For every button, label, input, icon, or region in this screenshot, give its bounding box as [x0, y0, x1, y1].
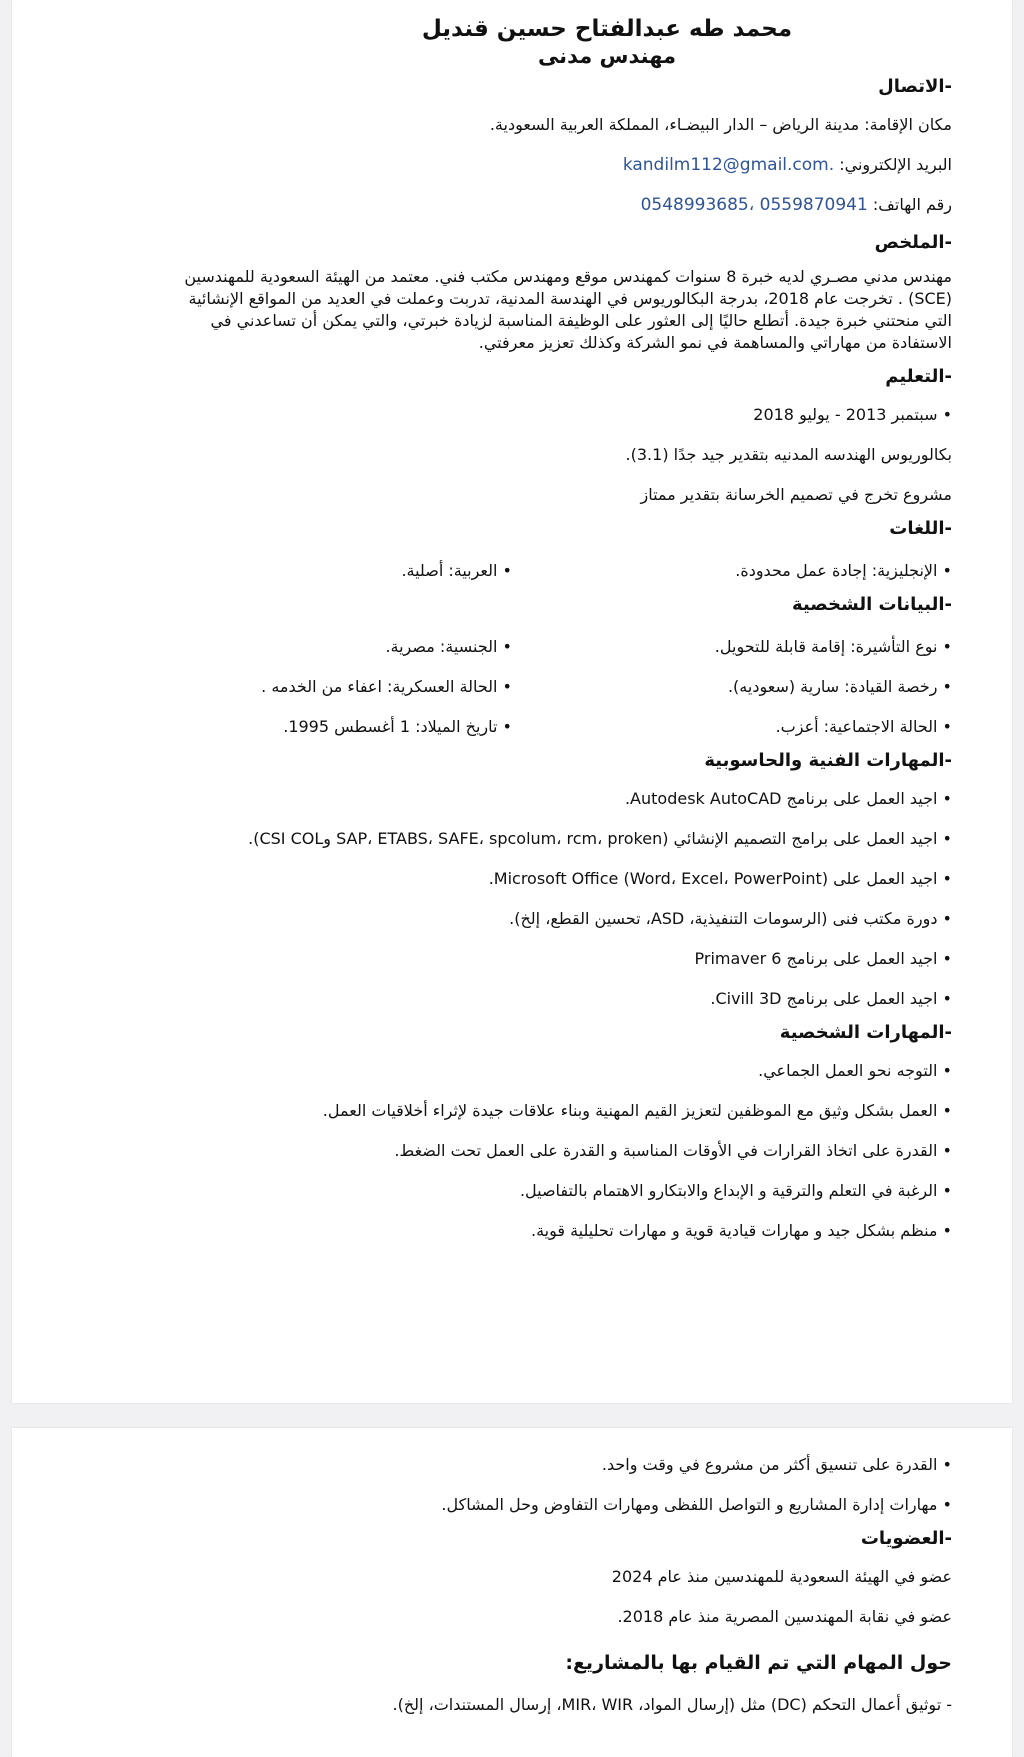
job-title: مهندس مدنى [537, 44, 677, 68]
page-2-content [72, 1454, 952, 1716]
education-degree: بكالوريوس الهندسه المدنيه بتقدير جيد جدًا (3.1). [625, 445, 952, 464]
tech-skill-item: • دورة مكتب فنى (الرسومات التنفيذية، ASD، تحسين القطع، إلخ). [72, 908, 952, 930]
summary-line: التي منحتني خبرة جيدة. أتطلع حاليًا إلى العثور على الوظيفة المناسبة لزيادة خبرتي، والتي يمكن أن تساعدني في [210, 311, 952, 330]
tasks-heading: حول المهام التي تم القيام بها بالمشاريع: [565, 1652, 952, 1674]
email-link[interactable]: kandilm112@gmail.com. [622, 155, 835, 175]
soft-skill-item: • الرغبة في التعلم والترقية و الإبداع والابتكارو الاهتمام بالتفاصيل. [72, 1180, 952, 1202]
phone-line [72, 194, 952, 216]
tech-skill-item: • اجيد العمل على برنامج Primaver 6 [72, 948, 952, 970]
personal-item: • الحالة الاجتماعية: أعزب. [512, 716, 952, 738]
membership-item: عضو في نقابة المهندسين المصرية منذ عام 2018. [617, 1607, 952, 1626]
membership-item: عضو في الهيئة السعودية للمهندسين منذ عام 2024 [611, 1567, 952, 1586]
summary-line: (SCE) . تخرجت عام 2018، بدرجة البكالوريوس في الهندسة المدنية، تدربت وعملت في العديد من المواقع الإنشائية [188, 289, 952, 308]
personal-item: • تاريخ الميلاد: 1 أغسطس 1995. [72, 716, 512, 738]
task-item: - توثيق أعمال التحكم (DC) مثل (إرسال المواد، MIR، WIR، إرسال المستندات، إلخ). [392, 1695, 952, 1714]
personal-item: • رخصة القيادة: سارية (سعوديه). [512, 676, 952, 698]
tech-skill-item: • اجيد العمل على برامج التصميم الإنشائي (SAP، ETABS، SAFE، spcolum، rcm، proken وCSI COL). [72, 828, 952, 850]
languages-heading: -اللغات [889, 518, 952, 539]
personal-row [72, 636, 952, 658]
soft-skill-item: • العمل بشكل وثيق مع الموظفين لتعزيز القيم المهنية وبناء علاقات جيدة لإثراء أخلاقيات العمل. [72, 1100, 952, 1122]
phone-numbers[interactable]: 0548993685، 0559870941 [640, 195, 868, 215]
tech-skill-item: • اجيد العمل على Microsoft Office (Word، Excel، PowerPoint). [72, 868, 952, 890]
email-line [72, 154, 952, 176]
summary-line: الاستفادة من مهاراتي والمساهمة في نمو الشركة وكذلك تعزيز معرفتي. [478, 333, 952, 352]
resume-page-1 [12, 0, 1012, 1403]
phone-label: رقم الهاتف: [872, 195, 952, 214]
summary-text [72, 266, 952, 354]
soft-skills-heading: -المهارات الشخصية [779, 1022, 952, 1043]
personal-heading: -البيانات الشخصية [792, 594, 952, 615]
tech-skill-item: • اجيد العمل على برنامج Civill 3D. [72, 988, 952, 1010]
tech-skill-item: • اجيد العمل على برنامج Autodesk AutoCAD. [72, 788, 952, 810]
education-project: مشروع تخرج في تصميم الخرسانة بتقدير ممتاز [640, 485, 952, 504]
email-label: البريد الإلكتروني: [839, 155, 952, 174]
summary-heading: -الملخص [874, 232, 952, 253]
education-period: • سبتمبر 2013 - يوليو 2018 [753, 405, 952, 424]
page-1-content [72, 14, 952, 1242]
resume-page-2 [12, 1428, 1012, 1757]
personal-item: • الحالة العسكرية: اعفاء من الخدمه . [72, 676, 512, 698]
tech-skills-heading: -المهارات الفنية والحاسوبية [704, 750, 952, 771]
soft-skill-item: • مهارات إدارة المشاريع و التواصل اللفظى ومهارات التفاوض وحل المشاكل. [72, 1494, 952, 1516]
personal-row [72, 716, 952, 738]
education-heading: -التعليم [885, 366, 952, 387]
language-item: • العربية: أصلية. [72, 560, 512, 582]
address-line: مكان الإقامة: مدينة الرياض – الدار البيضـاء، المملكة العربية السعودية. [489, 115, 952, 134]
soft-skill-item: • منظم بشكل جيد و مهارات قيادية قوية و مهارات تحليلية قوية. [72, 1220, 952, 1242]
language-item: • الإنجليزية: إجادة عمل محدودة. [512, 560, 952, 582]
header [72, 14, 952, 70]
personal-item: • الجنسية: مصرية. [72, 636, 512, 658]
full-name: محمد طه عبدالفتاح حسين قنديل [421, 16, 793, 42]
soft-skill-item: • القدرة على اتخاذ القرارات في الأوقات المناسبة و القدرة على العمل تحت الضغط. [72, 1140, 952, 1162]
summary-line: مهندس مدني مصـري لديه خبرة 8 سنوات كمهندس موقع ومهندس مكتب فني. معتمد من الهيئة السعودية للمهندسين [184, 267, 952, 286]
soft-skill-item: • القدرة على تنسيق أكثر من مشروع في وقت واحد. [72, 1454, 952, 1476]
memberships-heading: -العضويات [860, 1528, 952, 1549]
contact-heading: -الاتصال [878, 76, 952, 97]
soft-skill-item: • التوجه نحو العمل الجماعي. [72, 1060, 952, 1082]
personal-row [72, 676, 952, 698]
languages-list [72, 560, 952, 582]
personal-item: • نوع التأشيرة: إقامة قابلة للتحويل. [512, 636, 952, 658]
